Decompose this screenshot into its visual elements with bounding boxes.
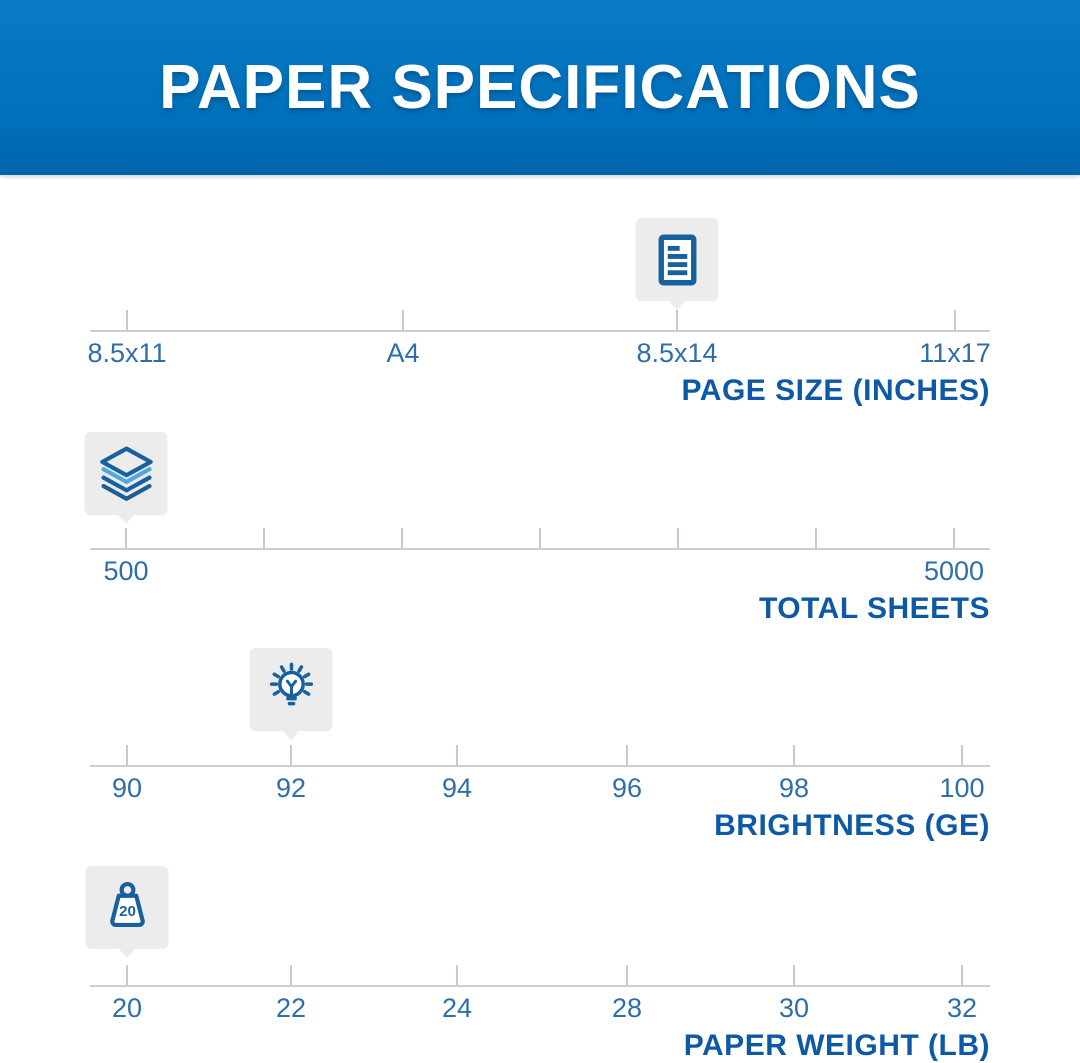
icon-tile	[86, 866, 169, 949]
tick-mark	[626, 965, 628, 985]
tick-mark	[126, 965, 128, 985]
icon-pointer	[668, 300, 686, 310]
tick-mark	[402, 310, 404, 330]
icon-tile	[85, 432, 168, 515]
tick-mark	[677, 528, 679, 548]
tick-mark	[263, 528, 265, 548]
axis-title: PAGE SIZE (INCHES)	[681, 374, 990, 407]
tick-label: 20	[111, 993, 143, 1023]
tick-mark	[626, 745, 628, 765]
tick-mark	[815, 528, 817, 548]
tick-mark	[126, 745, 128, 765]
page-title: PAPER SPECIFICATIONS	[159, 53, 921, 122]
tick-label: 8.5x14	[636, 338, 718, 368]
document-icon	[651, 234, 703, 286]
tick-label: 96	[611, 773, 643, 803]
tick-label: 24	[441, 993, 473, 1023]
tick-mark	[676, 310, 678, 330]
tick-label: 100	[939, 773, 985, 803]
axis-line	[90, 330, 990, 332]
tick-label: 8.5x11	[87, 338, 167, 368]
weight-icon	[99, 880, 155, 936]
tick-label: 90	[111, 773, 143, 803]
tick-mark	[961, 965, 963, 985]
tick-label: 500	[103, 556, 149, 586]
icon-pointer	[118, 948, 136, 958]
icon-tile	[250, 648, 333, 731]
icon-pointer	[117, 514, 135, 524]
tick-label: 5000	[923, 556, 985, 586]
tick-mark	[456, 745, 458, 765]
axis-title: TOTAL SHEETS	[758, 592, 990, 625]
tick-mark	[126, 310, 128, 330]
tick-label: 32	[946, 993, 978, 1023]
tick-mark	[125, 528, 127, 548]
svg-text:20: 20	[118, 902, 136, 920]
tick-label: 98	[778, 773, 810, 803]
tick-label: 30	[778, 993, 810, 1023]
icon-pointer	[282, 730, 300, 740]
tick-label: 92	[275, 773, 307, 803]
tick-mark	[954, 310, 956, 330]
tick-mark	[290, 965, 292, 985]
tick-label: 11x17	[919, 338, 991, 368]
tick-mark	[539, 528, 541, 548]
axis-line	[90, 985, 990, 987]
tick-mark	[793, 745, 795, 765]
tick-mark	[401, 528, 403, 548]
axis-title: PAPER WEIGHT (LB)	[683, 1029, 990, 1062]
tick-mark	[456, 965, 458, 985]
lightbulb-icon	[263, 662, 319, 718]
tick-label: 94	[441, 773, 473, 803]
axis-line	[90, 765, 990, 767]
tick-label: 22	[275, 993, 307, 1023]
axis-line	[90, 548, 990, 550]
tick-label: A4	[386, 338, 420, 368]
tick-mark	[961, 745, 963, 765]
tick-label: 28	[611, 993, 643, 1023]
tick-mark	[793, 965, 795, 985]
tick-mark	[953, 528, 955, 548]
tick-mark	[290, 745, 292, 765]
layers-icon	[97, 445, 155, 503]
axis-title: BRIGHTNESS (GE)	[714, 809, 990, 842]
icon-tile	[636, 218, 719, 301]
